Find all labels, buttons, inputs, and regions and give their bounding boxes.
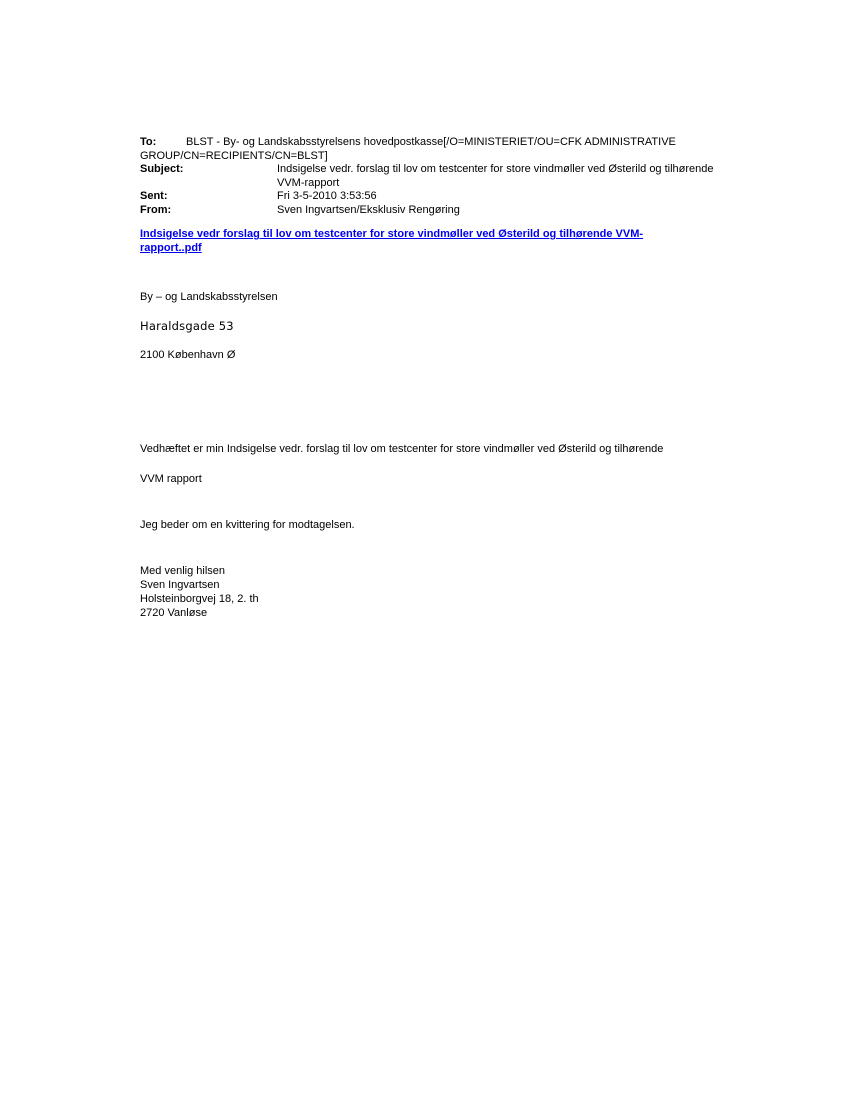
body-paragraph-2: VVM rapport	[140, 473, 202, 485]
recipient-city: 2100 København Ø	[140, 349, 236, 361]
email-header	[140, 136, 720, 217]
sent-value: Fri 3-5-2010 3:53:56	[277, 190, 377, 202]
subject-row	[140, 163, 720, 190]
recipient-name: By – og Landskabsstyrelsen	[140, 291, 278, 303]
signature-street: Holsteinborgvej 18, 2. th	[140, 593, 259, 605]
to-value: BLST - By- og Landskabsstyrelsens hovedpostkasse[/O=MINISTERIET/OU=CFK ADMINISTRATIVE GROUP/CN=RECIPIENTS/CN=BLST]	[140, 136, 676, 162]
attachment-link[interactable]: Indsigelse vedr forslag til lov om testcenter for store vindmøller ved Østerild og tilhørende VVM-rapport..pdf	[140, 228, 644, 254]
to-row	[140, 136, 720, 163]
signature-name: Sven Ingvartsen	[140, 579, 220, 591]
sent-row	[140, 190, 720, 204]
subject-label: Subject:	[140, 163, 184, 175]
signature-block	[140, 564, 720, 620]
recipient-street: Haraldsgade 53	[140, 319, 234, 333]
subject-value: Indsigelse vedr. forslag til lov om testcenter for store vindmøller ved Østerild og tilhørende VVM-rapport	[277, 163, 714, 189]
body-paragraph-1: Vedhæftet er min Indsigelse vedr. forslag til lov om testcenter for store vindmøller ved Østerild og tilhørende	[140, 443, 664, 455]
from-row	[140, 204, 720, 218]
from-value: Sven Ingvartsen/Eksklusiv Rengøring	[277, 203, 460, 216]
body-paragraph-3: Jeg beder om en kvittering for modtagelsen.	[140, 519, 355, 531]
signature-greeting: Med venlig hilsen	[140, 565, 225, 577]
from-label: From:	[140, 203, 172, 216]
email-document	[140, 136, 720, 620]
signature-city: 2720 Vanløse	[140, 607, 208, 619]
sent-label: Sent:	[140, 190, 168, 202]
to-label: To:	[140, 136, 157, 148]
